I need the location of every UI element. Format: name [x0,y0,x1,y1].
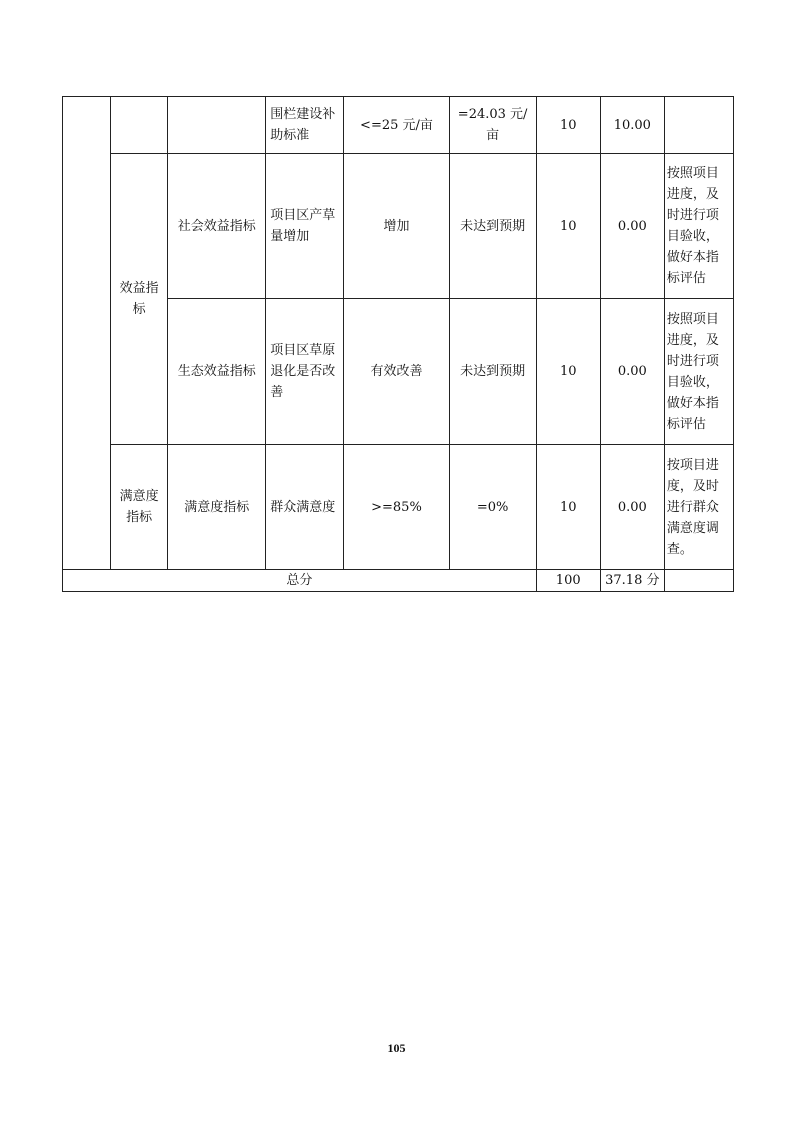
note-cell: 按照项目进度，及时进行项目验收，做好本指标评估 [664,154,733,299]
category-cell-satisfaction: 满意度指标 [111,445,168,570]
indicator-cell: 围栏建设补助标准 [266,97,344,154]
weight-cell: 10 [536,154,600,299]
table-row-satisfaction [63,445,734,570]
target-value-cell: 有效改善 [344,299,449,445]
indicator-cell: 项目区草原退化是否改善 [266,299,344,445]
target-value-cell: <=25 元/亩 [344,97,449,154]
outer-merged-cell [63,97,111,570]
indicator-cell: 群众满意度 [266,445,344,570]
total-weight-cell: 100 [536,570,600,592]
score-cell: 0.00 [600,445,664,570]
table-row-fence [63,97,734,154]
actual-value-cell: 未达到预期 [449,299,536,445]
total-note-cell [664,570,733,592]
subcategory-cell: 社会效益指标 [168,154,266,299]
table-row-total [63,570,734,592]
actual-value-cell: 未达到预期 [449,154,536,299]
target-value-cell: >=85% [344,445,449,570]
score-cell: 0.00 [600,154,664,299]
note-cell: 按项目进度，及时进行群众满意度调查。 [664,445,733,570]
target-value-cell: 增加 [344,154,449,299]
weight-cell: 10 [536,299,600,445]
note-cell: 按照项目进度，及时进行项目验收，做好本指标评估 [664,299,733,445]
category-cell-benefit: 效益指标 [111,154,168,445]
subcategory-cell: 生态效益指标 [168,299,266,445]
weight-cell: 10 [536,445,600,570]
score-cell: 10.00 [600,97,664,154]
indicator-cell: 项目区产草量增加 [266,154,344,299]
score-cell: 0.00 [600,299,664,445]
total-score-cell: 37.18 分 [600,570,664,592]
performance-table [62,96,734,592]
actual-value-cell: =24.03 元/亩 [449,97,536,154]
subcategory-cell: 满意度指标 [168,445,266,570]
note-cell [664,97,733,154]
table-row-social [63,154,734,299]
weight-cell: 10 [536,97,600,154]
page-number: 105 [387,1041,406,1055]
category-cell-empty [111,97,168,154]
subcategory-cell-empty [168,97,266,154]
actual-value-cell: =0% [449,445,536,570]
total-label-cell: 总分 [63,570,537,592]
